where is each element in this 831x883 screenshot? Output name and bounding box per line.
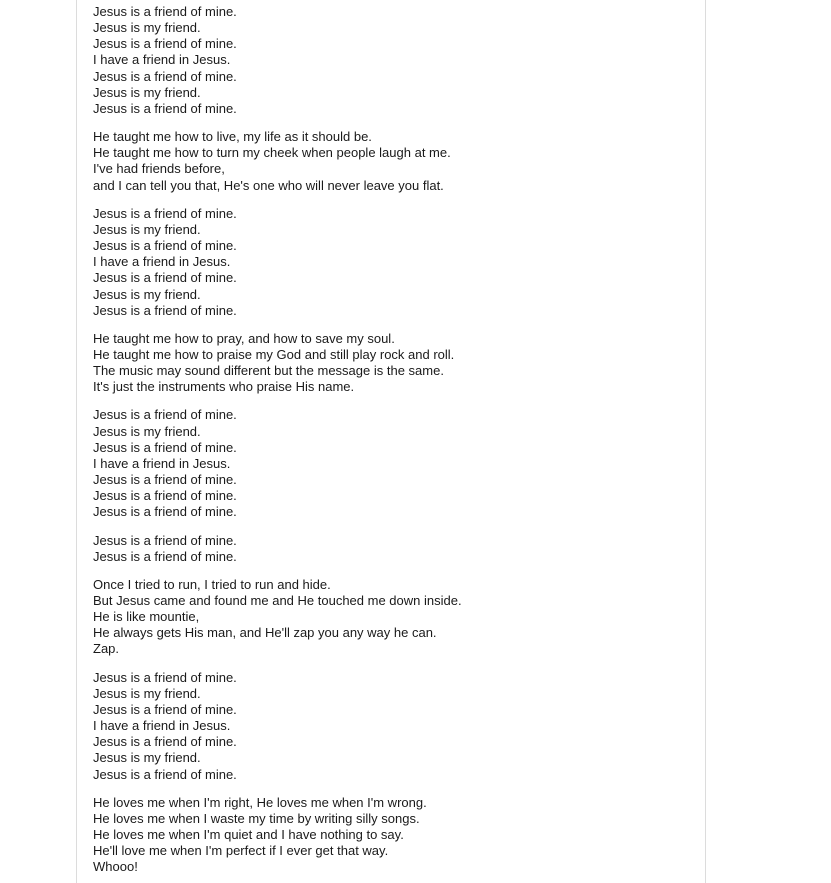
lyric-line: I've had friends before, [93,161,225,177]
lyric-line: Once I tried to run, I tried to run and hide. [93,576,331,592]
lyrics-stanza [93,533,462,565]
lyrics-stanza [93,407,462,520]
lyric-line: The music may sound different but the message is the same. [93,363,444,379]
lyric-line: Jesus is a friend of mine. [93,766,237,782]
lyric-line: Zap. [93,641,120,657]
lyric-line: Jesus is a friend of mine. [93,407,237,423]
lyric-line: I have a friend in Jesus. [93,254,231,270]
lyric-line: Jesus is my friend. [93,84,201,100]
lyric-line: I have a friend in Jesus. [93,718,231,734]
lyric-line: He loves me when I waste my time by writing silly songs. [93,810,420,826]
lyric-line: He always gets His man, and He'll zap you any way he can. [93,625,437,641]
lyric-line: He taught me how to turn my cheek when people laugh at me. [93,145,451,161]
lyric-line: But Jesus came and found me and He touched me down inside. [93,593,462,608]
lyric-line: Jesus is a friend of mine. [93,472,237,488]
lyric-line: Jesus is my friend. [93,20,201,36]
lyric-line: Jesus is a friend of mine. [93,270,237,286]
lyrics-body [93,4,462,883]
lyric-line: He taught me how to praise my God and still play rock and roll. [93,346,455,362]
lyric-line: I have a friend in Jesus. [93,455,231,471]
lyrics-stanza [93,129,462,194]
lyric-line: He loves me when I'm right, He loves me when I'm wrong. [93,794,427,810]
content-panel [76,0,706,883]
lyric-line: Jesus is a friend of mine. [93,68,237,84]
lyric-line: Jesus is a friend of mine. [93,205,237,221]
lyrics-stanza [93,670,462,783]
lyric-line: Jesus is my friend. [93,750,201,766]
lyric-line: Jesus is my friend. [93,286,201,302]
lyric-line: He taught me how to pray, and how to save my soul. [93,330,395,346]
lyric-line: Jesus is my friend. [93,423,201,439]
lyric-line: Jesus is a friend of mine. [93,701,237,717]
lyric-line: Jesus is a friend of mine. [93,669,237,685]
lyric-line: Jesus is a friend of mine. [93,4,237,19]
lyric-line: Whooo! [93,859,138,875]
lyrics-stanza [93,795,462,876]
lyric-line: Jesus is my friend. [93,221,201,237]
lyric-line: He loves me when I'm quiet and I have nothing to say. [93,827,404,843]
lyrics-stanza [93,206,462,319]
lyric-line: Jesus is a friend of mine. [93,548,237,564]
lyric-line: and I can tell you that, He's one who will never leave you flat. [93,177,444,193]
lyric-line: Jesus is a friend of mine. [93,488,237,504]
lyric-line: Jesus is a friend of mine. [93,532,237,548]
lyric-line: Jesus is a friend of mine. [93,36,237,52]
lyric-line: Jesus is a friend of mine. [93,302,237,318]
lyrics-stanza [93,4,462,117]
lyric-line: Jesus is a friend of mine. [93,504,237,520]
lyrics-stanza [93,331,462,396]
lyric-line: Jesus is my friend. [93,685,201,701]
lyric-line: It's just the instruments who praise His name. [93,379,355,395]
lyric-line: Jesus is a friend of mine. [93,100,237,116]
lyric-line: He'll love me when I'm perfect if I ever get that way. [93,843,389,859]
lyric-line: Jesus is a friend of mine. [93,734,237,750]
lyrics-stanza [93,577,462,658]
lyric-line: Jesus is a friend of mine. [93,238,237,254]
lyric-line: He taught me how to live, my life as it should be. [93,129,372,145]
lyric-line: Jesus is a friend of mine. [93,439,237,455]
lyric-line: He is like mountie, [93,609,200,625]
lyric-line: I have a friend in Jesus. [93,52,231,68]
